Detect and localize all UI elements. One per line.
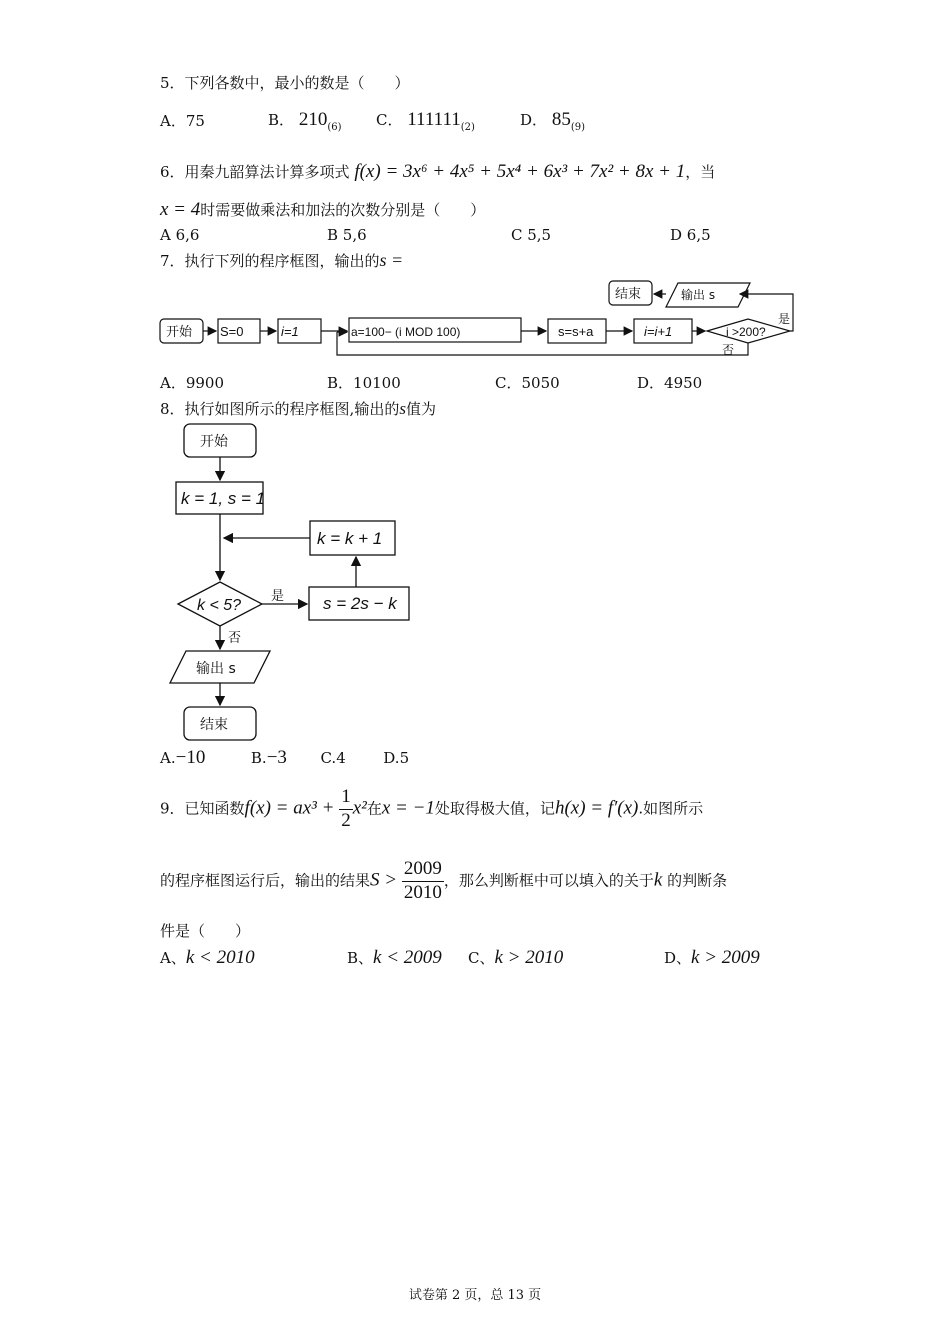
q8-inc: k = k + 1 [317,529,383,548]
q8-update: s = 2s − k [323,594,397,613]
q6-option-a: A 6,6 [160,226,200,244]
q7-end: 结束 [615,287,642,302]
q7-inc: i=i+1 [644,324,673,339]
q7-start: 开始 [166,325,193,340]
q8-options: A.−10 B.−3 C.4 D.5 [160,747,410,768]
q8-yes: 是 [271,589,285,604]
q8-cond: k < 5? [197,597,242,614]
q7-option-b: B．10100 [327,374,401,392]
q5-option-a: A．75 [160,112,205,130]
q9-line3: 件是（ ） [160,922,251,940]
q7-ssa: s=s+a [558,324,594,339]
q8-end: 结束 [200,717,228,733]
q6-option-d: D 6,5 [670,226,711,244]
q7-yes: 是 [778,312,791,326]
q7-s0: S=0 [220,324,244,339]
q8-init: k = 1, s = 1 [181,489,266,508]
q6-line2: x = 4时需要做乘法和加法的次数分别是（ ） [160,199,486,220]
q7-option-a: A．9900 [160,374,225,392]
q7-i1: i=1 [281,324,299,339]
q7-output: 输出 s [681,288,716,302]
q8-start: 开始 [200,434,228,450]
q6-stem: 6．用秦九韶算法计算多项式 f(x) = 3x⁶ + 4x⁵ + 5x⁴ + 6x³ + 7x² + 8x + 1，当 [160,161,716,182]
q5-option-c: C． $111111_{(2)}$ [376,109,475,133]
q8-no: 否 [228,631,242,646]
q8-flowchart [160,418,430,748]
q9-line1: 9．已知函数f(x) = ax³ + $\frac{1}{2}$ x²在x = −1处取得极大值，记h(x) = f′(x).如图所示 [160,786,704,831]
q7-option-d: D．4950 [637,374,703,392]
q5-option-b: B． $210_{(6)}$ [268,109,342,133]
q7-no: 否 [722,343,735,357]
q9-option-a: A、k < 2010 [160,947,255,968]
q7-option-c: C．5050 [495,374,560,392]
q9-line2: 的程序框图运行后，输出的结果S > $\frac{2009}{2010}$ ，那么判断框中可以填入的关于k 的判断条 [160,858,728,903]
q6-option-b: B 5,6 [327,226,367,244]
page-footer: 试卷第 2 页，总 13 页 [408,1288,542,1303]
q8-output: 输出 s [196,661,236,677]
q7-stem: 7．执行下列的程序框图，输出的s = [160,250,404,270]
q7-flowchart [150,275,810,365]
q5-stem: 5．下列各数中，最小的数是（ ） [160,74,410,92]
q9-option-d: D、k > 2009 [664,947,760,968]
q7-a-expr: a=100− (i MOD 100) [351,325,461,339]
q9-option-c: C、k > 2010 [468,947,564,968]
q9-option-b: B、k < 2009 [347,947,442,968]
q5-option-d: D． $85_{(9)}$ [520,109,585,133]
q7-cond: i >200? [726,325,766,339]
q6-polynomial: f(x) = 3x⁶ + 4x⁵ + 5x⁴ + 6x³ + 7x² + 8x + 1 [354,161,686,182]
q8-stem: 8．执行如图所示的程序框图,输出的s值为 [160,399,436,418]
q6-option-c: C 5,5 [511,226,552,244]
